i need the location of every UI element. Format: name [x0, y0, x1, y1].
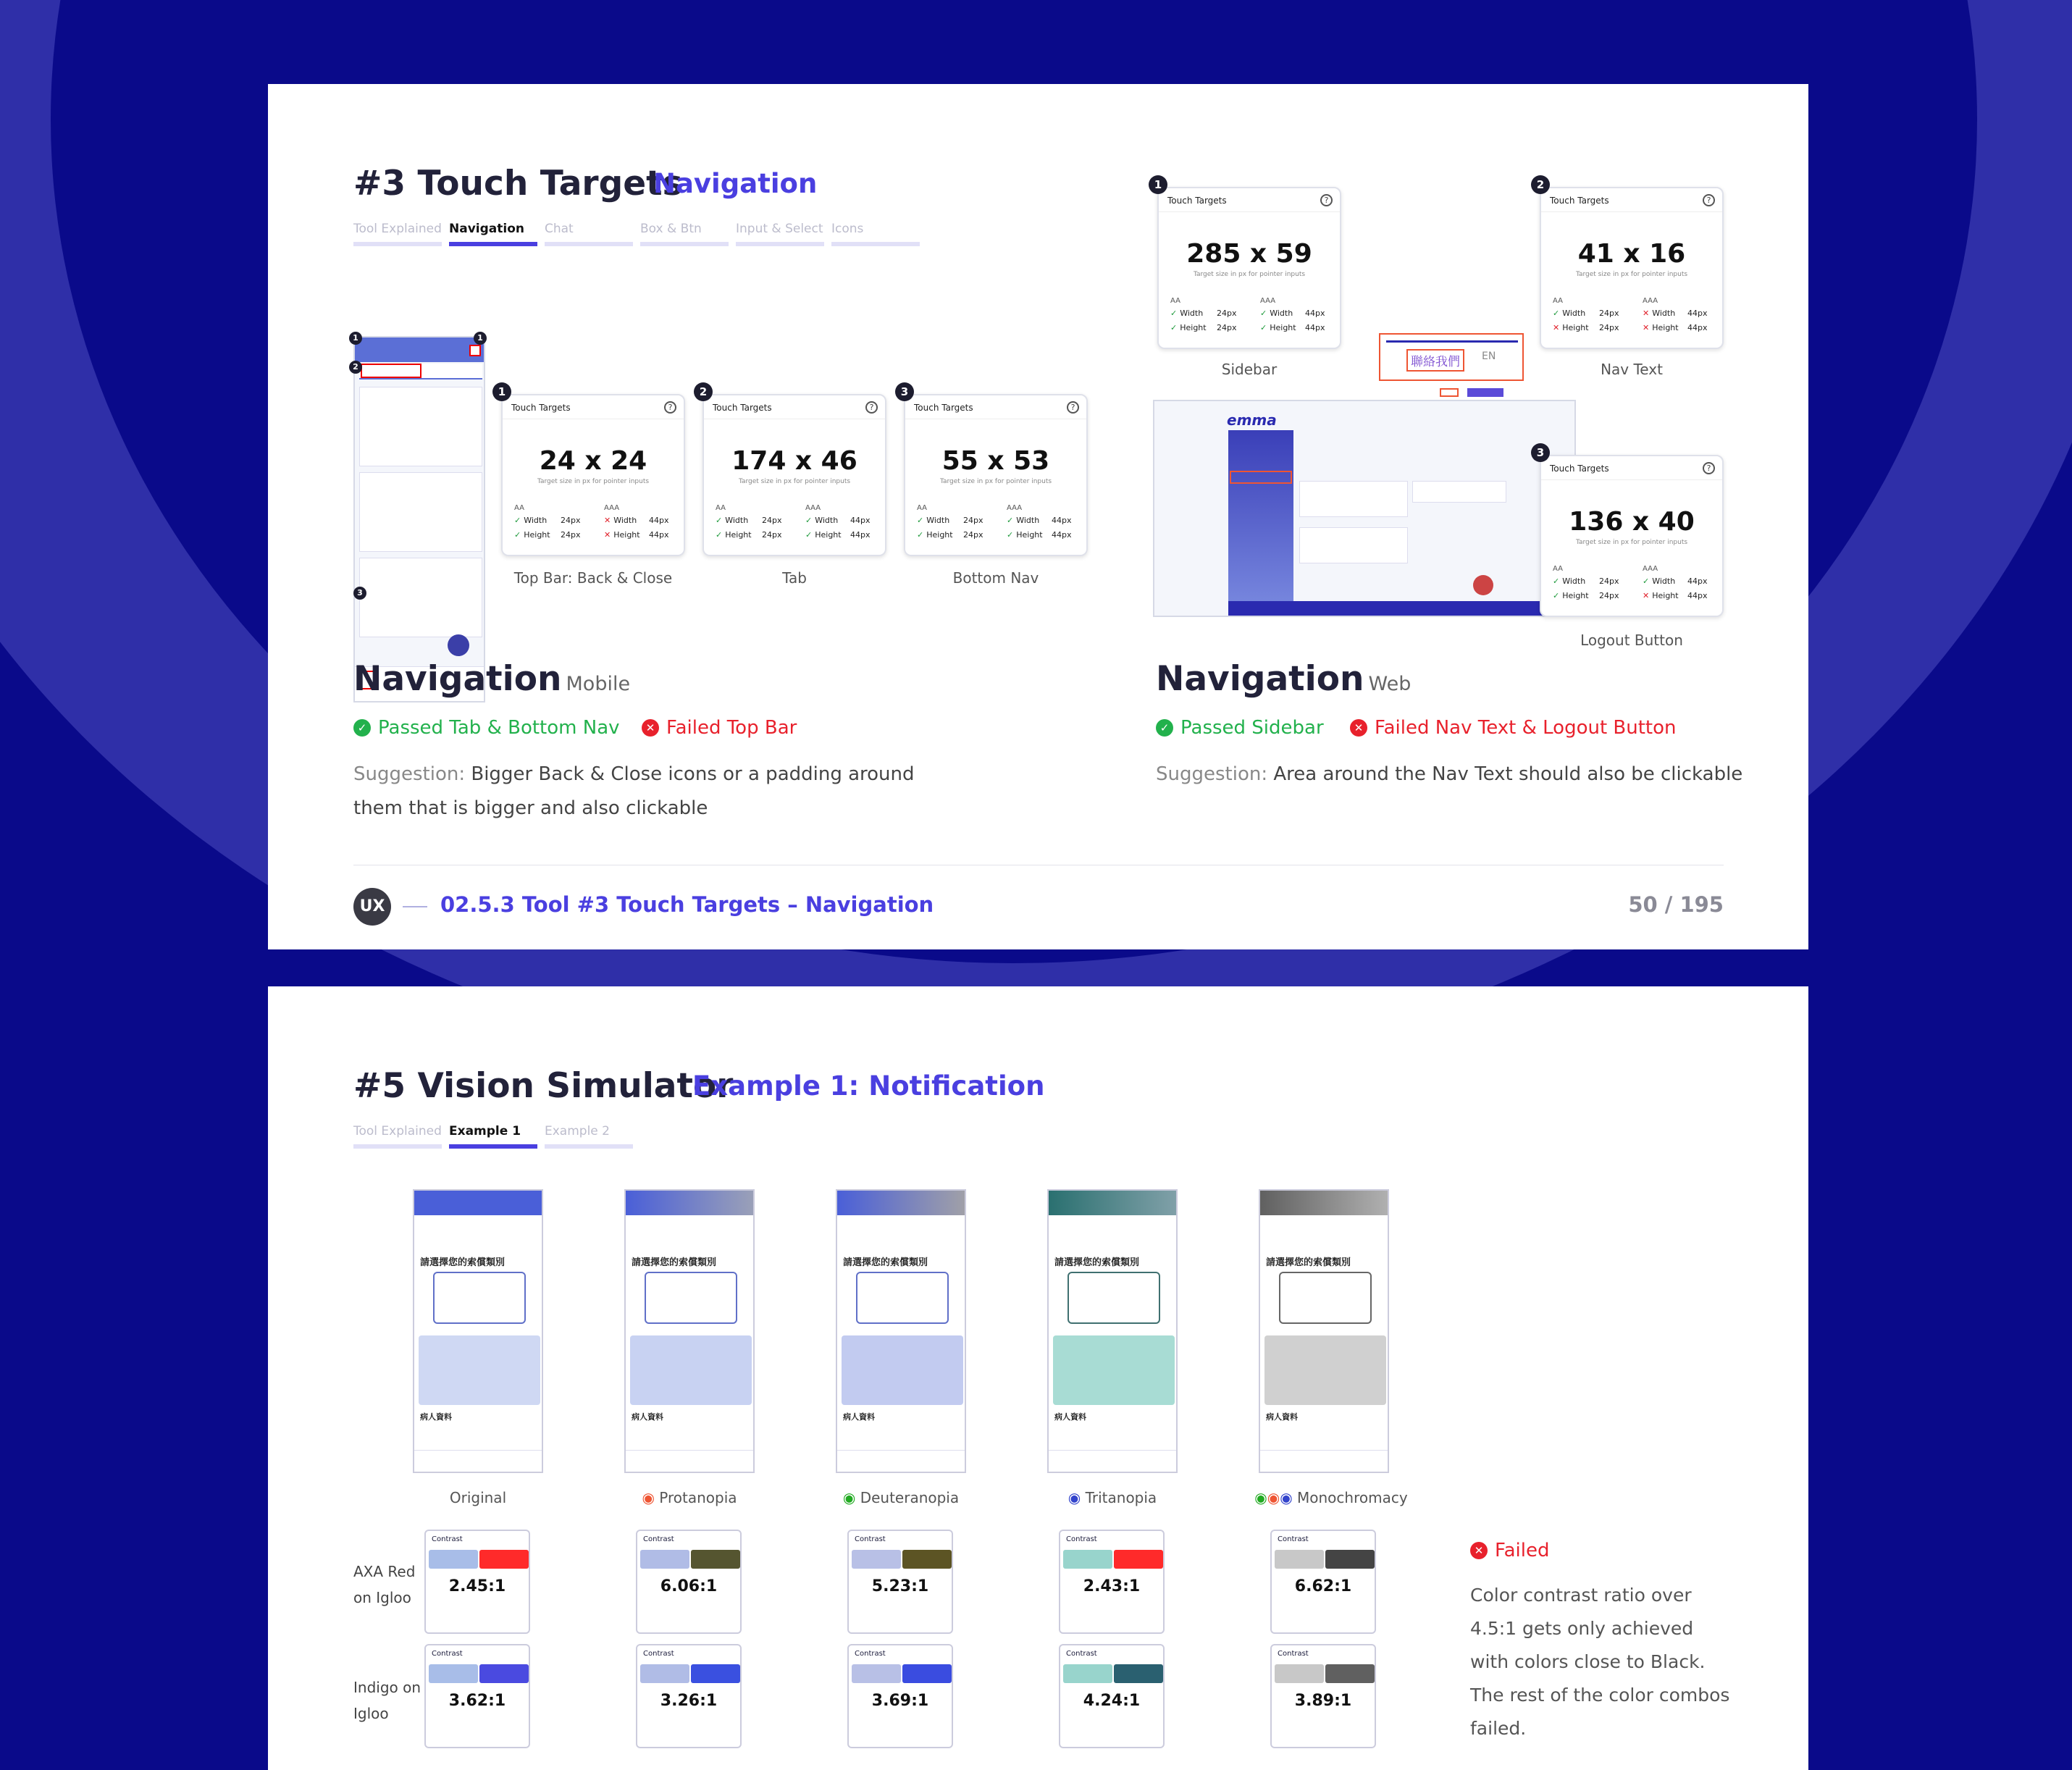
contrast-ratio: 2.45:1	[448, 1577, 506, 1595]
contrast-card: Contrast 6.62:1	[1270, 1530, 1376, 1634]
contrast-card: Contrast 6.06:1	[636, 1530, 742, 1634]
list-item	[359, 472, 482, 552]
row-label-indigo: Indigo on Igloo	[353, 1679, 421, 1722]
contrast-card: Contrast 2.45:1	[424, 1530, 530, 1634]
card-caption: Logout Button	[1580, 632, 1683, 649]
tab-icons[interactable]: Icons	[831, 222, 920, 246]
card-caption: Sidebar	[1221, 361, 1278, 378]
contrast-card: Contrast 3.69:1	[847, 1644, 953, 1748]
sidebar-highlight	[1230, 471, 1292, 484]
tab-example-2[interactable]: Example 2	[545, 1124, 633, 1149]
eye-off-icon: ◉	[842, 1489, 856, 1506]
sim-label-original: Original	[449, 1489, 507, 1506]
contrast-ratio: 3.89:1	[1294, 1692, 1352, 1710]
web-failed-status: ✕ Failed Nav Text & Logout Button	[1350, 717, 1677, 739]
page-number: 50 / 195	[1628, 892, 1724, 917]
contrast-card: Contrast 4.24:1	[1059, 1644, 1165, 1748]
mobile-heading: Navigation Mobile	[353, 659, 631, 699]
eye-off-icon: ◉	[1068, 1489, 1081, 1506]
phone-tritanopia: 請選擇您的索償類別 病人資料	[1047, 1189, 1178, 1473]
check-icon: ✓	[1156, 719, 1173, 737]
web-suggestion: Suggestion: Area around the Nav Text should also be clickable	[1156, 763, 1743, 785]
tab-navigation[interactable]: Navigation	[449, 222, 537, 246]
phone-monochromacy: 請選擇您的索償類別 病人資料	[1259, 1189, 1389, 1473]
ux-logo: UX	[353, 888, 391, 926]
close-icon	[469, 345, 481, 356]
card-caption: Bottom Nav	[952, 569, 1039, 587]
eye-off-icon: ◉	[642, 1489, 655, 1506]
web-heading: Navigation Web	[1156, 659, 1412, 699]
contrast-ratio: 6.06:1	[660, 1577, 718, 1595]
tab-chat[interactable]: Chat	[545, 222, 633, 246]
help-icon: ?	[865, 401, 878, 414]
target-size-value: 24 x 24	[539, 446, 647, 476]
slide-touch-targets: #3 Touch Targets Navigation Tool Explained Navigation Chat Box & Btn Input & Select Icons 1 1 2 3 Touch Targets ? 24 x 24 Target size in px for pointer inputs AA AAA ✓ Width 24px ✕ Width 44px ✓ Height 24px ✕ Height 44px 1 Top Bar: Back & Close Touch Targets ? 174 x 46 Target size in px for pointer inputs AA AAA ✓ Width 24px ✓ Width 44px ✓ Height 24px ✓ Height 44px 2 Tab Touch Targets ? 55 x 53 Target size in px for pointer inputs AA AAA ✓ Width 24px ✓ Width 44px ✓ Height 24px ✓ Height 44px 3 Bottom Nav Touch Targets ? 285 x 59 Target size in px for pointer inputs AA AAA ✓ Width 24px ✓ Width 44px ✓ Height 24px ✓ Height 44px 1 Sidebar Touch Targets ? 41 x 16 Target size in px for pointer inputs AA AAA ✓ Width 24px ✕ Width 44px ✕ Height 24px ✕ Height 44px 2 Nav Text 聯絡我們 EN emma Touch Targets ? 136 x 40 Target size in px for pointer inputs AA AAA ✓ Width 24px ✓ Width 44px ✓ Height 24px ✕ Height 44px 3 Logout Button Navigation Mobile ✓ Passed Tab & Bottom Nav ✕ Failed Top Bar Suggestion: Bigger Back & Close icons or a padding around them that is bigger and also clickable Navigation Web ✓ Passed Sidebar ✕ Failed Nav Text & Logout Button Suggestion: Area around the Nav Text should also be clickable UX 02.5.3 Tool #3 Touch Targets – Navigation 50 / 195	[268, 84, 1808, 949]
footer-title: 02.5.3 Tool #3 Touch Targets – Navigation	[440, 892, 934, 917]
tab-highlight	[361, 364, 421, 378]
contrast-card: Contrast 2.43:1	[1059, 1530, 1165, 1634]
help-icon: ?	[664, 401, 676, 414]
web-screenshot	[1153, 400, 1576, 617]
web-footer	[1228, 601, 1576, 617]
touch-target-card-tab: Touch Targets ? 174 x 46 Target size in px for pointer inputs AA AAA ✓ Width 24px ✓ Width 44px ✓ Height 24px ✓ Height 44px	[702, 394, 886, 556]
contrast-card: Contrast 3.62:1	[424, 1644, 530, 1748]
touch-target-card-bottom-nav: Touch Targets ? 55 x 53 Target size in px for pointer inputs AA AAA ✓ Width 24px ✓ Width 44px ✓ Height 24px ✓ Height 44px	[904, 394, 1088, 556]
tab-bar	[353, 1124, 633, 1149]
brand-logo: emma	[1227, 411, 1277, 429]
slide-vision-simulator	[268, 986, 1808, 1770]
contrast-ratio: 3.62:1	[448, 1692, 506, 1710]
list-item	[359, 387, 482, 466]
contrast-ratio: 2.43:1	[1083, 1577, 1141, 1595]
tab-input-select[interactable]: Input & Select	[736, 222, 824, 246]
cross-icon: ✕	[1350, 719, 1367, 737]
sim-label-protanopia: ◉ Protanopia	[642, 1489, 737, 1506]
target-size-value: 285 x 59	[1186, 239, 1312, 269]
mobile-screenshot	[353, 336, 485, 702]
card-caption: Top Bar: Back & Close	[513, 569, 673, 587]
slide-subtitle: Example 1: Notification	[692, 1070, 1045, 1102]
sim-label-monochromacy: ◉◉◉ Monochromacy	[1254, 1489, 1408, 1506]
target-size-value: 136 x 40	[1569, 507, 1695, 537]
mobile-suggestion: Suggestion: Bigger Back & Close icons or a padding around them that is bigger and also clickable	[353, 763, 915, 819]
phone-original: 請選擇您的索償類別 病人資料	[413, 1189, 543, 1473]
contrast-card: Contrast 3.26:1	[636, 1644, 742, 1748]
target-size-value: 174 x 46	[731, 446, 857, 476]
tab-tool-explained[interactable]: Tool Explained	[353, 1124, 442, 1149]
mobile-passed-status: ✓ Passed Tab & Bottom Nav	[353, 717, 620, 739]
web-sidebar	[1228, 430, 1293, 614]
touch-target-card-sidebar: Touch Targets ? 285 x 59 Target size in px for pointer inputs AA AAA ✓ Width 24px ✓ Width 44px ✓ Height 24px ✓ Height 44px	[1157, 187, 1341, 349]
web-passed-status: ✓ Passed Sidebar	[1156, 717, 1324, 739]
cross-icon: ✕	[642, 719, 659, 737]
contrast-card: Contrast 5.23:1	[847, 1530, 953, 1634]
nav-text-link[interactable]: 聯絡我們	[1406, 349, 1464, 372]
help-icon: ?	[1320, 194, 1333, 206]
touch-target-card-nav-text: Touch Targets ? 41 x 16 Target size in px for pointer inputs AA AAA ✓ Width 24px ✕ Width 44px ✕ Height 24px ✕ Height 44px	[1540, 187, 1724, 349]
target-size-value: 41 x 16	[1577, 239, 1686, 269]
mobile-top-bar	[355, 337, 484, 362]
cross-icon: ✕	[1470, 1542, 1488, 1559]
row-label-axa-red: AXA Red on Igloo	[353, 1563, 416, 1606]
check-icon: ✓	[353, 719, 371, 737]
contrast-ratio: 3.26:1	[660, 1692, 718, 1710]
phone-protanopia: 請選擇您的索償類別 病人資料	[624, 1189, 755, 1473]
contrast-card: Contrast 3.89:1	[1270, 1644, 1376, 1748]
help-icon: ?	[1703, 194, 1715, 206]
contrast-ratio: 6.62:1	[1294, 1577, 1352, 1595]
target-size-value: 55 x 53	[941, 446, 1050, 476]
slide-title: #5 Vision Simulator	[353, 1066, 734, 1106]
card-caption: Nav Text	[1601, 361, 1663, 378]
tab-box-btn[interactable]: Box & Btn	[640, 222, 729, 246]
contrast-ratio: 3.69:1	[871, 1692, 929, 1710]
help-icon: ?	[1703, 462, 1715, 474]
result-failed-status: ✕ Failed	[1470, 1540, 1549, 1561]
list-item	[359, 558, 482, 637]
language-switch[interactable]: EN	[1482, 351, 1496, 362]
slide-title: #3 Touch Targets	[353, 164, 683, 204]
touch-target-card-top-bar: Touch Targets ? 24 x 24 Target size in px for pointer inputs AA AAA ✓ Width 24px ✕ Width 44px ✓ Height 24px ✕ Height 44px	[501, 394, 685, 556]
touch-target-card-logout: Touch Targets ? 136 x 40 Target size in px for pointer inputs AA AAA ✓ Width 24px ✓ Width 44px ✓ Height 24px ✕ Height 44px	[1540, 455, 1724, 617]
contrast-ratio: 4.24:1	[1083, 1692, 1141, 1710]
eye-off-icons: ◉	[1254, 1489, 1267, 1506]
tab-bar	[353, 222, 920, 246]
avatar	[1473, 575, 1493, 595]
tab-tool-explained[interactable]: Tool Explained	[353, 222, 442, 246]
card-caption: Tab	[782, 569, 807, 587]
phone-deuteranopia: 請選擇您的索償類別 病人資料	[836, 1189, 966, 1473]
contrast-ratio: 5.23:1	[871, 1577, 929, 1595]
nav-text-zoom	[1379, 333, 1524, 381]
help-icon: ?	[1067, 401, 1079, 414]
avatar	[448, 634, 469, 656]
result-text: Color contrast ratio over 4.5:1 gets only achieved with colors close to Black. The rest of the color combos failed.	[1470, 1585, 1730, 1739]
sim-label-tritanopia: ◉ Tritanopia	[1068, 1489, 1157, 1506]
sim-label-deuteranopia: ◉ Deuteranopia	[842, 1489, 960, 1506]
tab-example-1[interactable]: Example 1	[449, 1124, 537, 1149]
mobile-failed-status: ✕ Failed Top Bar	[642, 717, 797, 739]
slide-subtitle: Navigation	[653, 168, 818, 199]
